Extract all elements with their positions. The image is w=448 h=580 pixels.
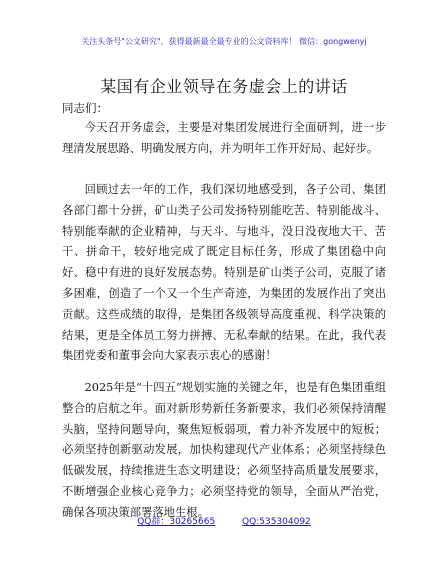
paragraph-2: 回顾过去一年的工作，我们深切地感受到，各子公司、集团各部门都十分拼，矿山类子公司发扬特别能吃苦、特别能战斗、特别能奉献的企业精神，与天斗、与地斗，没日没夜地大干、苦干、拼命干，较好地完成了既定目标任务，形成了集团稳中向好、稳中有进的良好发展态势。特别是矿山类子公司，克服了诸多困难，创造了一个又一个生产奇迹，为集团的发展作出了突出贡献。这些成绩的取得，是集团各级领导高度重视、科学决策的结果，更是全体员工努力拼搏、无私奉献的结果。在此，我代表集团党委和董事会向大家表示衷心的感谢！ (62, 183, 386, 363)
top-banner: 关注头条号"公文研究"，获得最新最全最专业的公文资料库！ 微信：gongwenyj (81, 37, 367, 46)
qq-group-link[interactable]: QQ群：30265665 (137, 517, 216, 527)
qq-link[interactable]: QQ:535304092 (242, 517, 311, 527)
paragraph-1: 今天召开务虚会，主要是对集团发展进行全面研判，进一步理清发展思路、明确发展方向，并为明年工作开好局、起好步。 (62, 121, 386, 155)
document-title: 某国有企业领导在务虚会上的讲话 (100, 77, 348, 96)
footer-contacts (0, 514, 448, 527)
paragraph-3: 2025年是“十四五”规划实施的关键之年，也是有色集团重组整合的启航之年。面对新形势新任务新要求，我们必须保持清醒头脑，坚持问题导向，聚焦短板弱项，着力补齐发展中的短板；必须坚持创新驱动发展，加快构建现代产业体系；必须坚持绿色低碳发展，持续推进生态文明建设；必须坚持高质量发展要求，不断增强企业核心竞争力；必须坚持党的领导，全面从严治党，确保各项决策部署落地生根。 (62, 381, 386, 519)
salutation: 同志们： (62, 101, 108, 115)
